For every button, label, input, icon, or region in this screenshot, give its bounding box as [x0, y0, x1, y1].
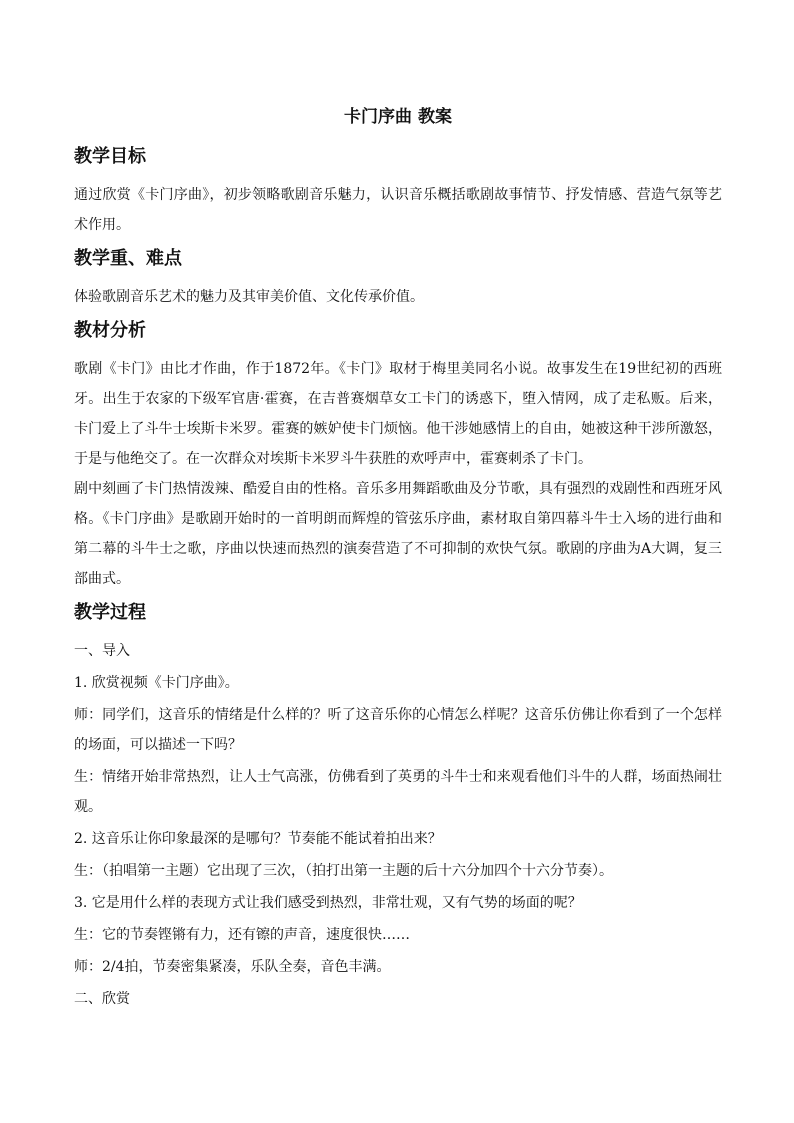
key-points-text: 体验歌剧音乐艺术的魅力及其审美价值、文化传承价值。 [74, 289, 424, 305]
process-line: 2. 这音乐让你印象最深的是哪句？节奏能不能试着拍出来？ [74, 831, 442, 847]
document-title: 卡门序曲 教案 [344, 107, 452, 127]
section-heading-goals: 教学目标 [74, 146, 146, 167]
section-heading-analysis: 教材分析 [74, 320, 146, 341]
section-heading-key-points: 教学重、难点 [74, 248, 182, 269]
section-heading-process: 教学过程 [74, 602, 146, 623]
analysis-paragraph-1: 歌剧《卡门》由比才作曲，作于1872年。《卡门》取材于梅里美同名小说。故事发生在19世纪初的西班牙。出生于农家的下级军官唐·霍赛，在吉普赛烟草女工卡门的诱惑下，堕入情网，成了走私贩。后来，卡门爱上了斗牛士埃斯卡米罗。霍赛的嫉妒使卡门烦恼。他干涉她感情上的自由，她被这种干涉所激怒，于是与他绝交了。在一次群众对埃斯卡米罗斗牛获胜的欢呼声中，霍赛刺杀了卡门。 [74, 361, 722, 467]
process-line: 生：它的节奏铿锵有力，还有镲的声音，速度很快…… [74, 927, 410, 943]
process-line: 一、导入 [74, 643, 130, 659]
goals-text: 通过欣赏《卡门序曲》，初步领略歌剧音乐魅力，认识音乐概括歌剧故事情节、抒发情感、营造气氛等艺术作用。 [74, 187, 722, 233]
process-line: 1. 欣赏视频《卡门序曲》。 [74, 675, 239, 691]
process-line: 生：（拍唱第一主题）它出现了三次，（拍打出第一主题的后十六分加四个十六分节奏）。 [74, 863, 613, 879]
process-line: 师：2/4拍，节奏密集紧凑，乐队全奏，音色丰满。 [74, 959, 391, 975]
process-line: 师：同学们，这音乐的情绪是什么样的？听了这音乐你的心情怎么样呢？这音乐仿佛让你看到了一个怎样的场面，可以描述一下吗？ [74, 707, 722, 753]
process-line: 二、欣赏 [74, 991, 130, 1007]
process-line: 生：情绪开始非常热烈，让人士气高涨，仿佛看到了英勇的斗牛士和来观看他们斗牛的人群，场面热闹壮观。 [74, 769, 722, 815]
document-page [74, 104, 722, 1016]
analysis-paragraph-2: 剧中刻画了卡门热情泼辣、酷爱自由的性格。音乐多用舞蹈歌曲及分节歌，具有强烈的戏剧性和西班牙风格。《卡门序曲》是歌剧开始时的一首明朗而辉煌的管弦乐序曲，素材取自第四幕斗牛士入场的进行曲和第二幕的斗牛士之歌，序曲以快速而热烈的演奏营造了不可抑制的欢快气氛。歌剧的序曲为A大调，复三部曲式。 [74, 481, 722, 587]
process-line: 3. 它是用什么样的表现方式让我们感受到热烈，非常壮观，又有气势的场面的呢？ [74, 895, 582, 911]
